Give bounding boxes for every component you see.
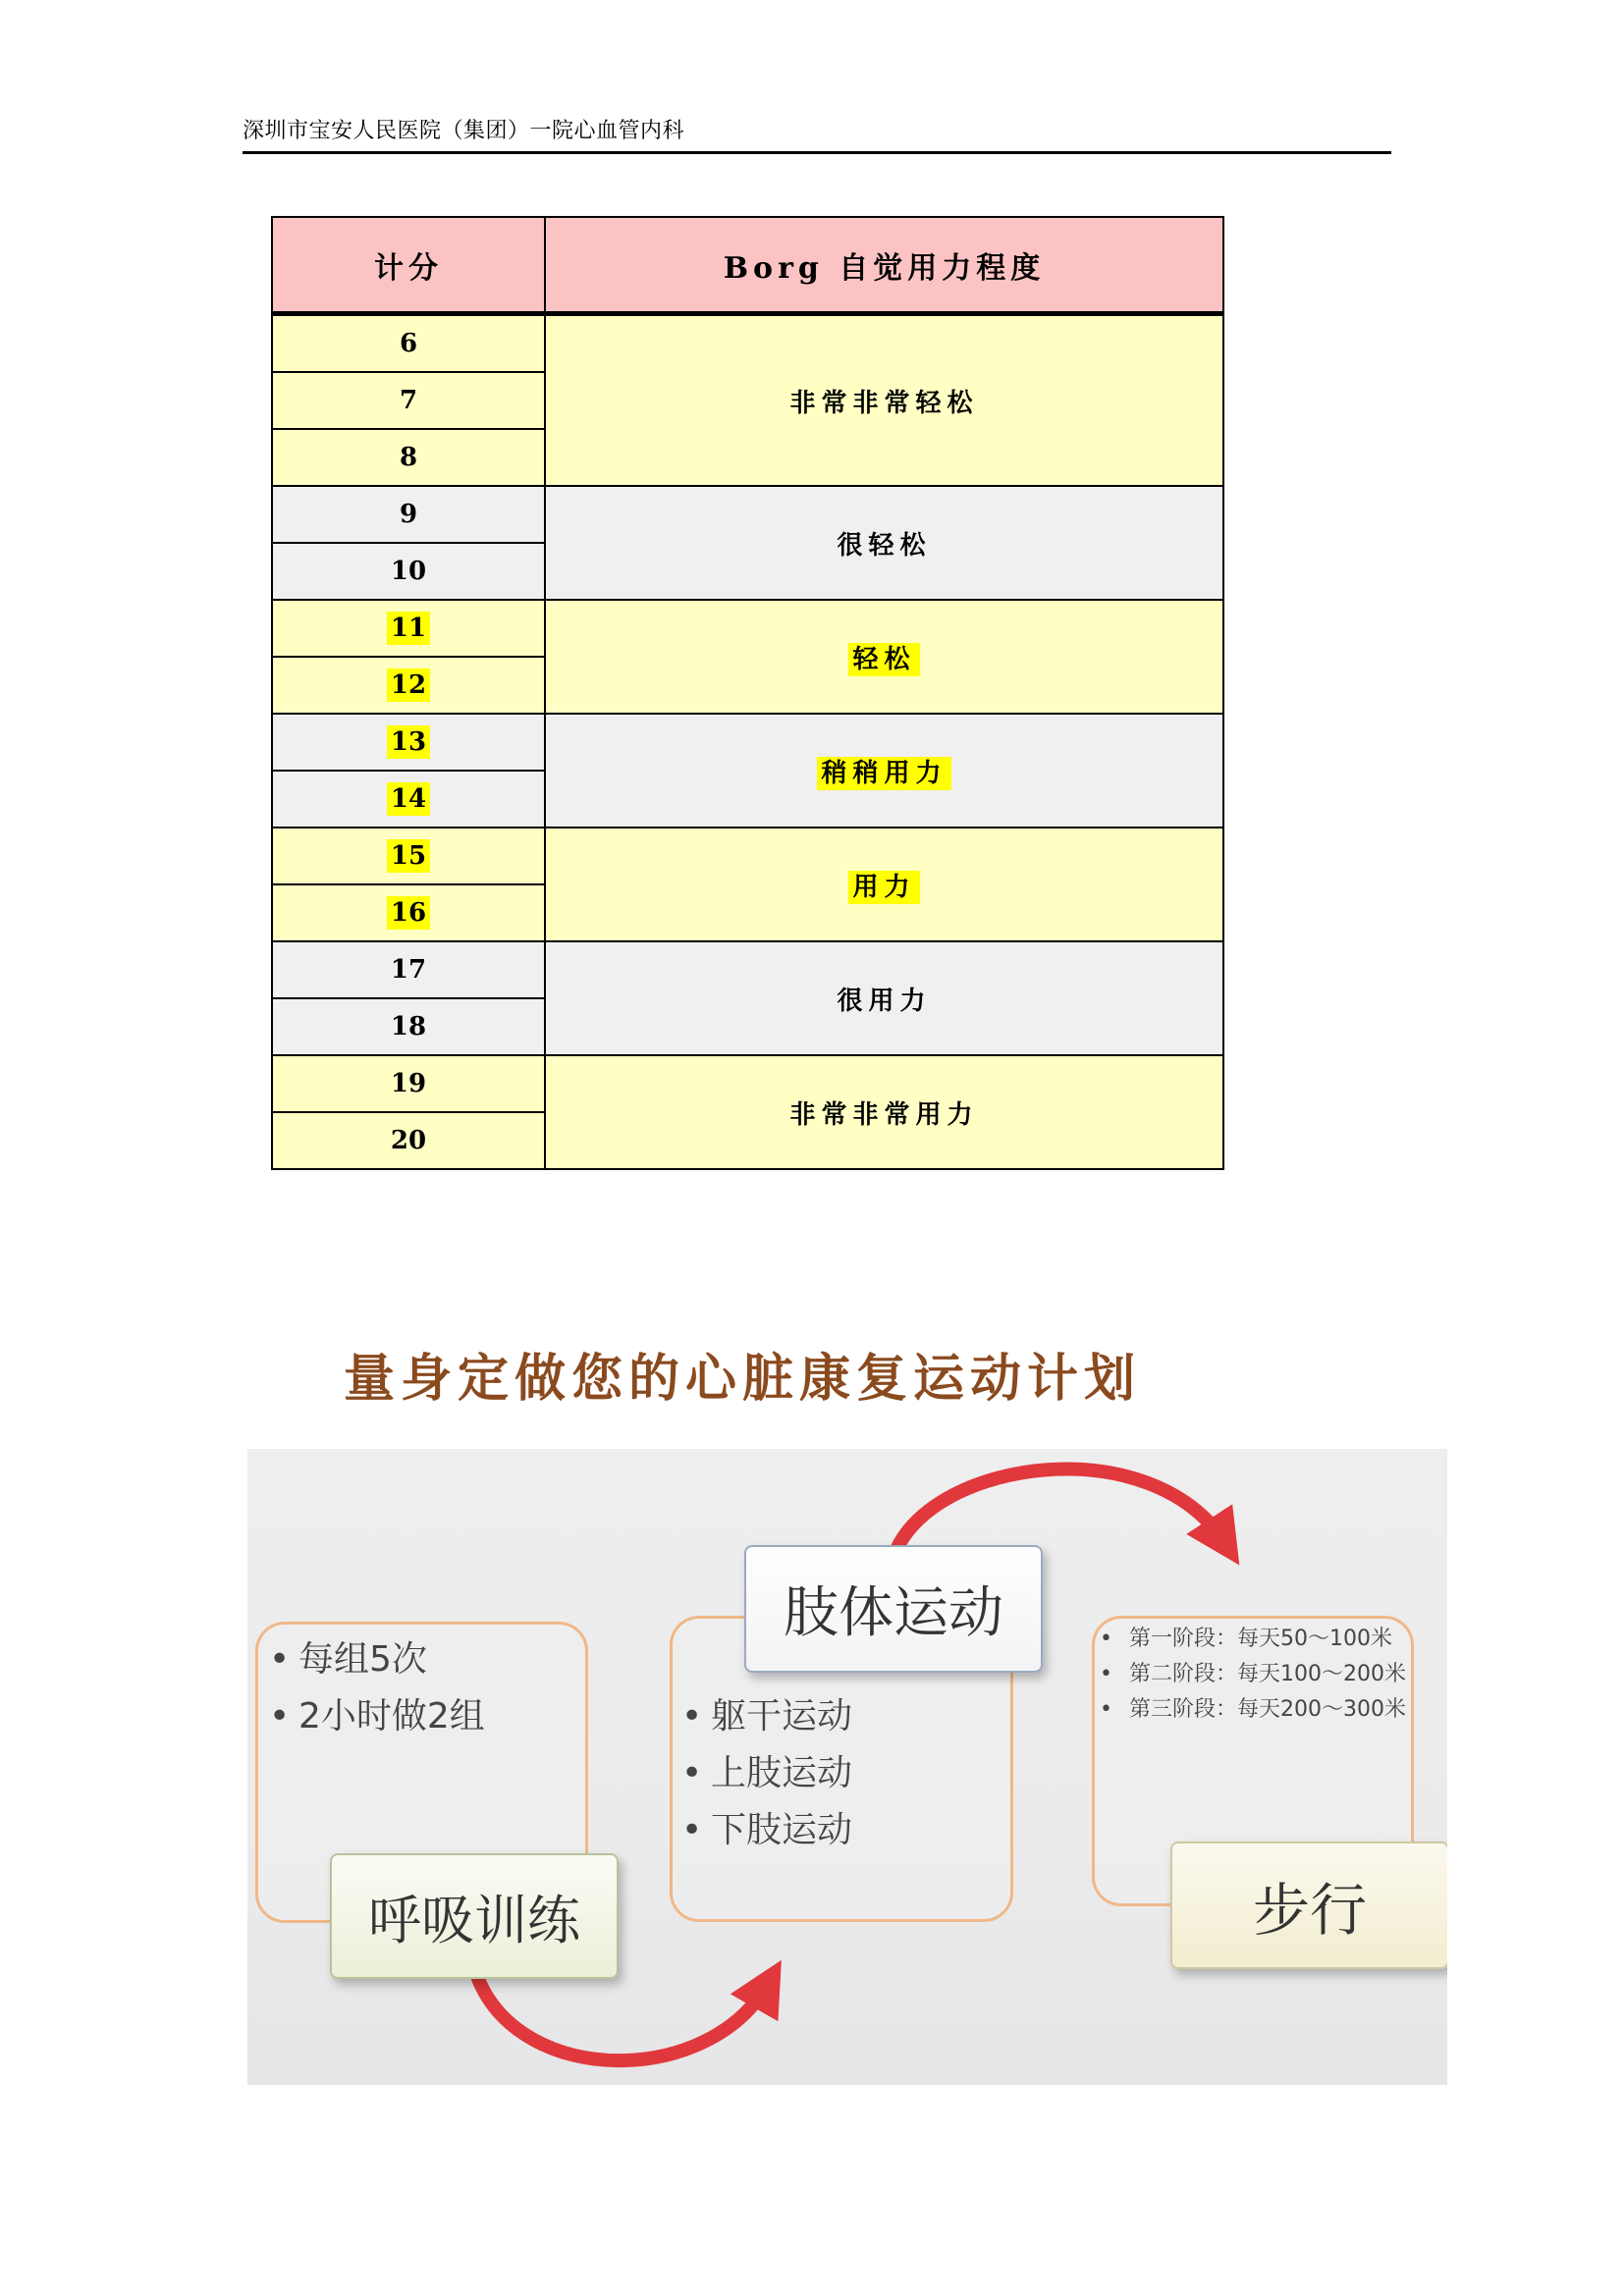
score-cell	[272, 714, 545, 771]
exercise-plan-diagram	[247, 1449, 1447, 2085]
table-row	[272, 314, 1223, 373]
limb-list	[681, 1688, 852, 1859]
score-cell	[272, 429, 545, 486]
list-item: • 上肢运动	[681, 1745, 852, 1802]
score-value: 12	[387, 668, 430, 702]
score-value: 6	[399, 329, 418, 358]
section-title: 量身定做您的心脏康复运动计划	[344, 1349, 1142, 1409]
level-cell	[545, 600, 1223, 714]
level-label: 非常非常轻松	[789, 388, 979, 418]
level-cell	[545, 828, 1223, 941]
table-row	[272, 941, 1223, 998]
score-cell	[272, 1055, 545, 1112]
score-value: 8	[399, 443, 418, 472]
arrow-bottom-icon	[478, 1979, 768, 2060]
walking-label: 步行	[1170, 1842, 1447, 1969]
walking-list	[1100, 1624, 1406, 1726]
breathing-label: 呼吸训练	[330, 1853, 619, 1979]
score-value: 13	[387, 725, 430, 759]
score-cell	[272, 372, 545, 429]
score-cell	[272, 1112, 545, 1169]
score-cell	[272, 828, 545, 884]
col-header-score: 计分	[272, 217, 545, 314]
table-row	[272, 828, 1223, 884]
table-row	[272, 486, 1223, 543]
score-cell	[272, 657, 545, 714]
borg-scale-table	[271, 216, 1224, 1170]
level-cell	[545, 486, 1223, 600]
table-row	[272, 1055, 1223, 1112]
limb-label: 肢体运动	[744, 1545, 1043, 1673]
score-cell	[272, 884, 545, 941]
level-cell	[545, 714, 1223, 828]
level-cell	[545, 941, 1223, 1055]
table-row	[272, 600, 1223, 657]
arrow-top-icon	[895, 1469, 1224, 1552]
breathing-list	[269, 1631, 485, 1745]
score-cell	[272, 543, 545, 600]
score-value: 9	[399, 500, 418, 529]
score-value: 17	[390, 955, 427, 985]
score-cell	[272, 941, 545, 998]
score-cell	[272, 600, 545, 657]
score-value: 15	[387, 839, 430, 873]
score-cell	[272, 998, 545, 1055]
score-value: 10	[390, 557, 427, 586]
score-value: 11	[387, 612, 430, 645]
score-value: 7	[399, 386, 418, 415]
list-item: • 第二阶段：每天100～200米	[1100, 1659, 1394, 1690]
score-cell	[272, 771, 545, 828]
score-value: 16	[387, 896, 430, 930]
score-value: 14	[387, 782, 430, 816]
level-label: 用力	[848, 871, 919, 904]
page-header: 深圳市宝安人民医院（集团）一院心血管内科	[243, 116, 1391, 154]
level-label: 很轻松	[837, 530, 932, 561]
list-item: • 每组5次	[269, 1631, 485, 1688]
list-item: • 第一阶段：每天50～100米	[1100, 1624, 1394, 1655]
score-value: 18	[390, 1012, 427, 1041]
level-label: 稍稍用力	[817, 757, 950, 790]
list-item: • 躯干运动	[681, 1688, 852, 1745]
score-value: 20	[390, 1126, 427, 1155]
list-item: • 2小时做2组	[269, 1688, 485, 1745]
level-cell	[545, 1055, 1223, 1169]
score-value: 19	[390, 1069, 427, 1098]
score-cell	[272, 486, 545, 543]
level-cell	[545, 314, 1223, 487]
list-item: • 第三阶段：每天200～300米	[1100, 1694, 1394, 1726]
level-label: 轻松	[848, 643, 919, 676]
table-row	[272, 714, 1223, 771]
col-header-level: Borg 自觉用力程度	[545, 217, 1223, 314]
list-item: • 下肢运动	[681, 1802, 852, 1859]
level-label: 非常非常用力	[789, 1099, 979, 1130]
level-label: 很用力	[837, 986, 932, 1016]
score-cell	[272, 314, 545, 373]
